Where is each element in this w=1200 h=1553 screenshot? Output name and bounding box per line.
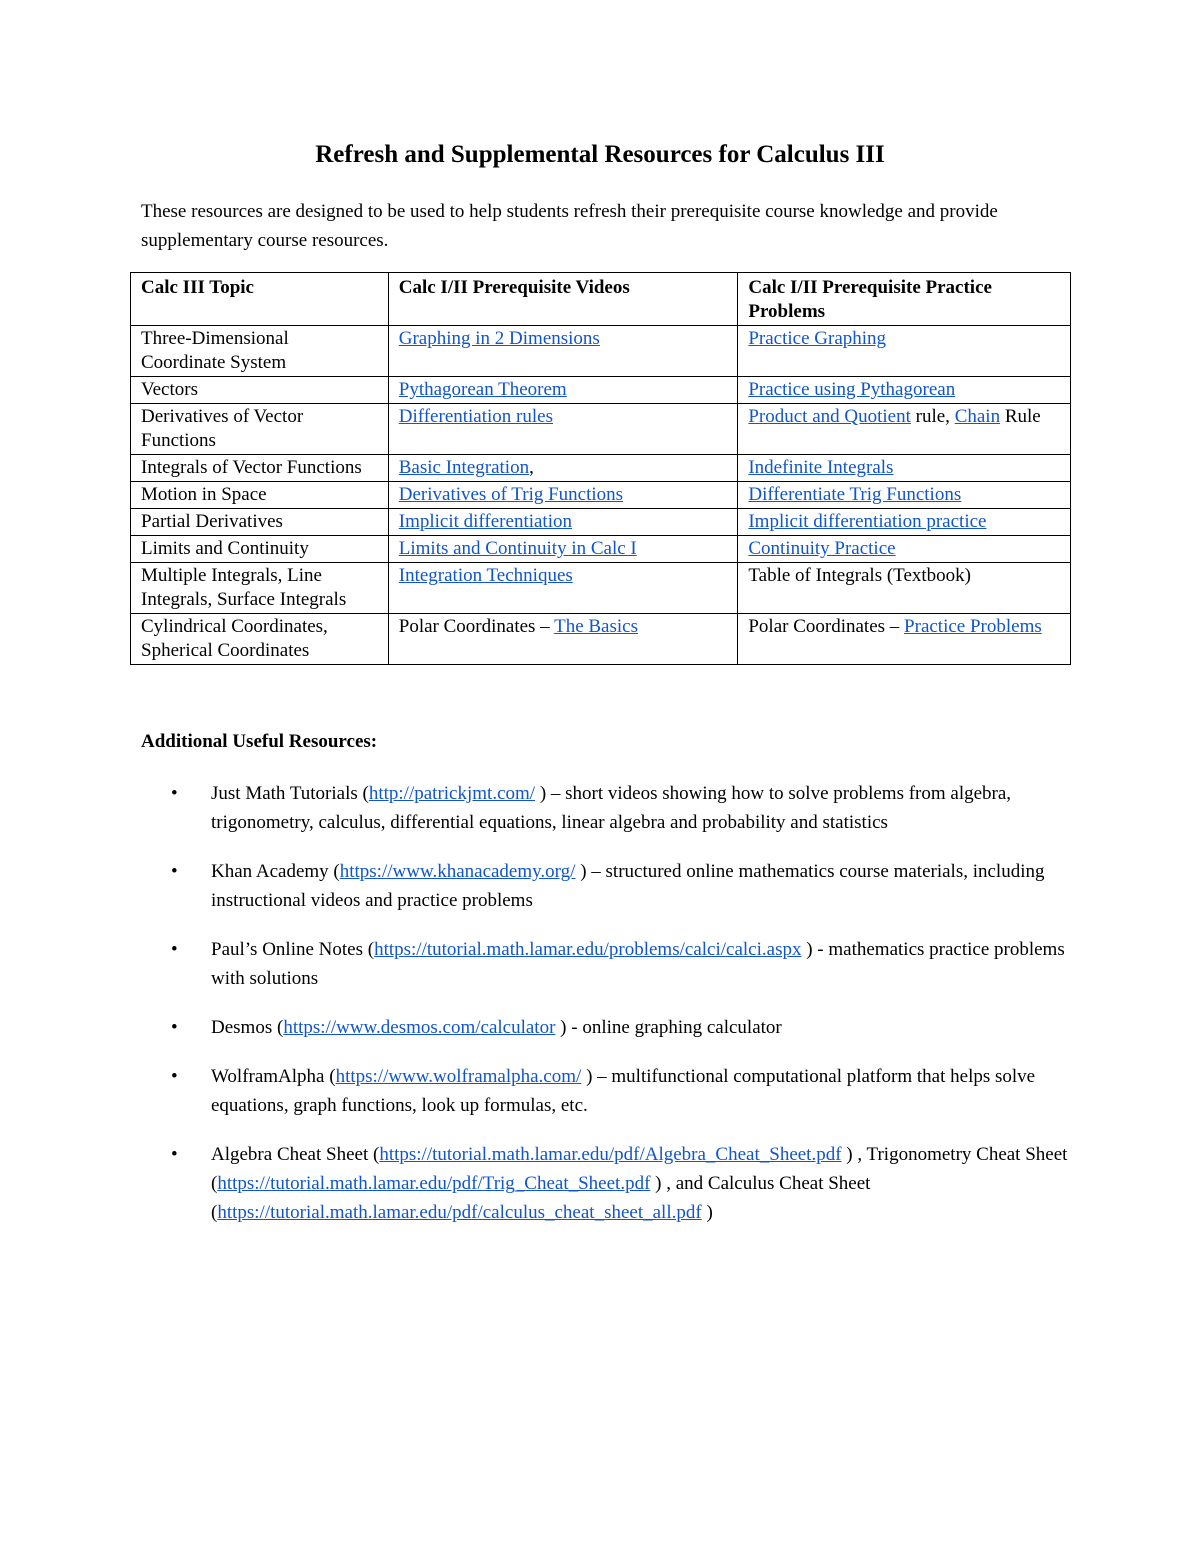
table-row bbox=[131, 536, 1071, 563]
table-header-row bbox=[131, 273, 1071, 326]
resource-link[interactable]: https://tutorial.math.lamar.edu/pdf/calculus_cheat_sheet_all.pdf bbox=[217, 1202, 702, 1223]
resource-link[interactable]: https://tutorial.math.lamar.edu/problems/calci/calci.aspx bbox=[374, 939, 802, 960]
video-cell bbox=[388, 455, 738, 482]
resource-name: Just Math Tutorials ( bbox=[211, 783, 369, 804]
practice-cell bbox=[738, 482, 1071, 509]
list-item bbox=[141, 1062, 1071, 1120]
bullet-icon: • bbox=[171, 1144, 178, 1165]
video-link[interactable]: Pythagorean Theorem bbox=[398, 379, 567, 400]
additional-resources-list bbox=[141, 779, 1071, 1247]
resource-description: ) - online graphing calculator bbox=[555, 1017, 782, 1038]
video-cell bbox=[388, 509, 738, 536]
video-cell bbox=[388, 482, 738, 509]
resources-table bbox=[130, 272, 1071, 665]
bullet-icon: • bbox=[171, 1066, 178, 1087]
topic-cell: Multiple Integrals, Line Integrals, Surface Integrals bbox=[131, 563, 389, 614]
intro-paragraph: These resources are designed to be used to help students refresh their prerequisite course knowledge and provide supplementary course resources. bbox=[141, 201, 998, 251]
practice-cell bbox=[738, 404, 1071, 455]
video-link[interactable]: The Basics bbox=[554, 616, 638, 637]
resource-name: Khan Academy ( bbox=[211, 861, 340, 882]
practice-link[interactable]: Practice Problems bbox=[904, 616, 1042, 637]
practice-link[interactable]: Continuity Practice bbox=[748, 538, 896, 559]
resource-link[interactable]: https://tutorial.math.lamar.edu/pdf/Algebra_Cheat_Sheet.pdf bbox=[379, 1144, 842, 1165]
practice-link[interactable]: Implicit differentiation practice bbox=[748, 511, 987, 532]
resource-link[interactable]: https://www.wolframalpha.com/ bbox=[335, 1066, 582, 1087]
video-cell bbox=[388, 614, 738, 665]
list-item bbox=[141, 1140, 1071, 1227]
resource-description: ) – multifunctional computational platform that helps solve equations, graph functions, look up formulas, etc. bbox=[211, 1066, 1036, 1116]
topic-cell: Cylindrical Coordinates, Spherical Coordinates bbox=[131, 614, 389, 665]
resource-description: ) bbox=[701, 1202, 713, 1223]
practice-link[interactable]: Chain bbox=[954, 406, 1001, 427]
resource-link[interactable]: https://www.desmos.com/calculator bbox=[283, 1017, 556, 1038]
video-cell bbox=[388, 536, 738, 563]
topic-cell: Motion in Space bbox=[131, 482, 389, 509]
practice-cell bbox=[738, 326, 1071, 377]
resource-name: ) , and Calculus Cheat Sheet ( bbox=[211, 1173, 871, 1223]
page-title: Refresh and Supplemental Resources for Calculus III bbox=[315, 141, 885, 168]
resource-link[interactable]: http://patrickjmt.com/ bbox=[368, 783, 536, 804]
video-link[interactable]: Implicit differentiation bbox=[398, 511, 572, 532]
additional-resources-heading: Additional Useful Resources: bbox=[141, 731, 378, 752]
practice-cell bbox=[738, 509, 1071, 536]
topic-cell: Vectors bbox=[131, 377, 389, 404]
video-link[interactable]: Basic Integration bbox=[398, 457, 530, 478]
resource-description: ) - mathematics practice problems with solutions bbox=[211, 939, 1065, 989]
video-text: , bbox=[529, 457, 534, 478]
resource-name: ) , Trigonometry Cheat Sheet ( bbox=[211, 1144, 1068, 1194]
video-link[interactable]: Limits and Continuity in Calc I bbox=[398, 538, 637, 559]
resource-description: ) – structured online mathematics course materials, including instructional videos and practice problems bbox=[211, 861, 1045, 911]
practice-cell bbox=[738, 614, 1071, 665]
resource-name: Desmos ( bbox=[211, 1017, 284, 1038]
practice-cell bbox=[738, 377, 1071, 404]
header-topic: Calc III Topic bbox=[131, 273, 389, 326]
topic-cell: Three-Dimensional Coordinate System bbox=[131, 326, 389, 377]
table-row bbox=[131, 377, 1071, 404]
video-cell bbox=[388, 377, 738, 404]
table-row bbox=[131, 482, 1071, 509]
table-row bbox=[131, 614, 1071, 665]
practice-link[interactable]: Product and Quotient bbox=[748, 406, 911, 427]
table-row bbox=[131, 455, 1071, 482]
bullet-icon: • bbox=[171, 861, 178, 882]
practice-text: rule, bbox=[910, 406, 955, 427]
list-item bbox=[141, 857, 1071, 915]
video-cell bbox=[388, 404, 738, 455]
resource-name: Algebra Cheat Sheet ( bbox=[211, 1144, 380, 1165]
practice-cell bbox=[738, 536, 1071, 563]
resource-link[interactable]: https://tutorial.math.lamar.edu/pdf/Trig_Cheat_Sheet.pdf bbox=[217, 1173, 651, 1194]
practice-link[interactable]: Indefinite Integrals bbox=[748, 457, 894, 478]
video-cell bbox=[388, 563, 738, 614]
practice-link[interactable]: Practice using Pythagorean bbox=[748, 379, 956, 400]
header-practice: Calc I/II Prerequisite Practice Problems bbox=[738, 273, 1071, 326]
topic-cell: Limits and Continuity bbox=[131, 536, 389, 563]
table-row bbox=[131, 326, 1071, 377]
topic-cell: Integrals of Vector Functions bbox=[131, 455, 389, 482]
bullet-icon: • bbox=[171, 939, 178, 960]
list-item bbox=[141, 779, 1071, 837]
resource-link[interactable]: https://www.khanacademy.org/ bbox=[339, 861, 576, 882]
practice-link[interactable]: Practice Graphing bbox=[748, 328, 887, 349]
practice-cell: Table of Integrals (Textbook) bbox=[738, 563, 1071, 614]
topic-cell: Derivatives of Vector Functions bbox=[131, 404, 389, 455]
resource-name: WolframAlpha ( bbox=[211, 1066, 336, 1087]
topic-cell: Partial Derivatives bbox=[131, 509, 389, 536]
resource-name: Paul’s Online Notes ( bbox=[211, 939, 375, 960]
table-row bbox=[131, 563, 1071, 614]
video-link[interactable]: Integration Techniques bbox=[398, 565, 573, 586]
video-link[interactable]: Graphing in 2 Dimensions bbox=[398, 328, 600, 349]
practice-link[interactable]: Differentiate Trig Functions bbox=[748, 484, 962, 505]
video-text: Polar Coordinates – bbox=[398, 616, 555, 637]
video-link[interactable]: Differentiation rules bbox=[398, 406, 553, 427]
practice-cell bbox=[738, 455, 1071, 482]
list-item bbox=[141, 1013, 1071, 1042]
practice-text: Rule bbox=[1000, 406, 1041, 427]
list-item bbox=[141, 935, 1071, 993]
resource-description: ) – short videos showing how to solve problems from algebra, trigonometry, calculus, differential equations, linear algebra and probability and statistics bbox=[211, 783, 1012, 833]
bullet-icon: • bbox=[171, 783, 178, 804]
video-link[interactable]: Derivatives of Trig Functions bbox=[398, 484, 624, 505]
bullet-icon: • bbox=[171, 1017, 178, 1038]
table-row bbox=[131, 509, 1071, 536]
video-cell bbox=[388, 326, 738, 377]
table-row bbox=[131, 404, 1071, 455]
header-videos: Calc I/II Prerequisite Videos bbox=[388, 273, 738, 326]
practice-text: Polar Coordinates – bbox=[748, 616, 905, 637]
